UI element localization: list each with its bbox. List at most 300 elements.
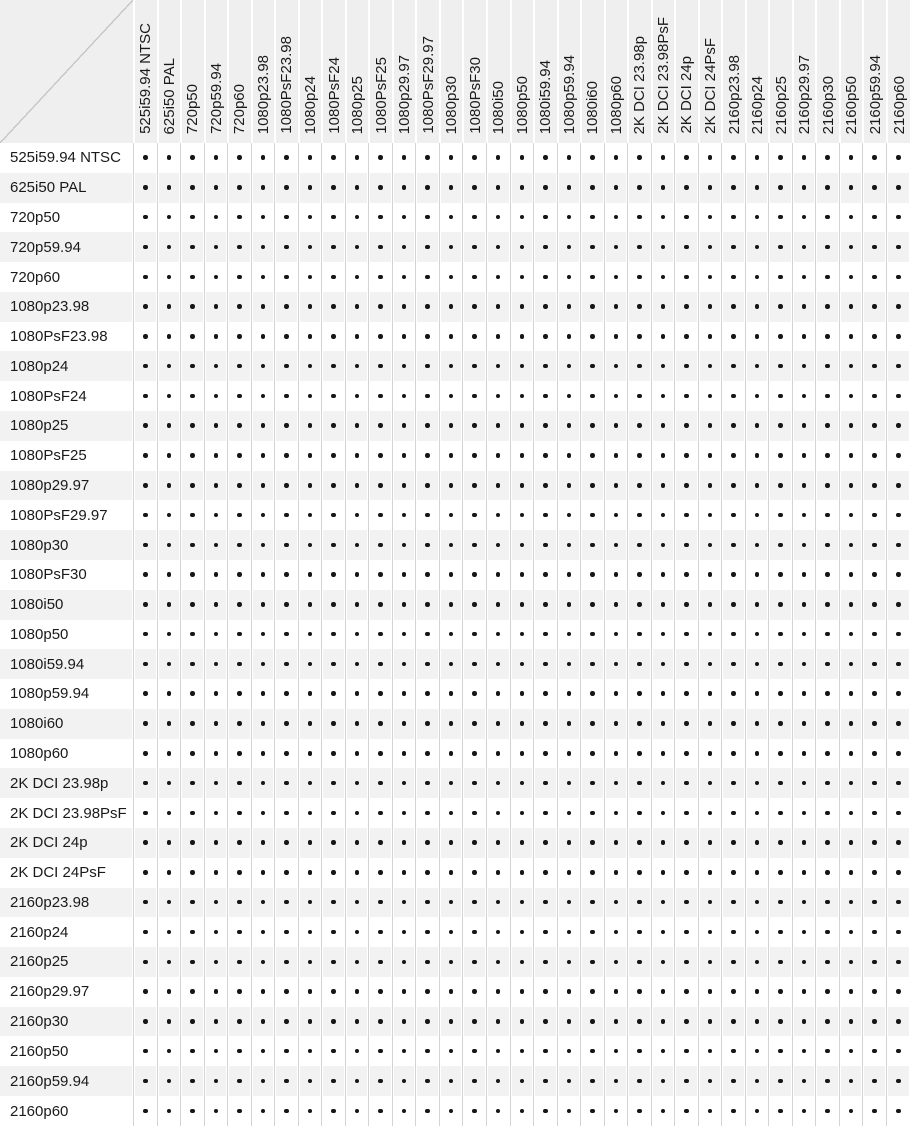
dot-marker-icon bbox=[802, 513, 807, 518]
matrix-cell bbox=[862, 143, 886, 173]
dot-marker-icon bbox=[472, 423, 477, 428]
matrix-cell bbox=[533, 322, 557, 352]
matrix-cell bbox=[651, 977, 675, 1007]
dot-marker-icon bbox=[708, 543, 713, 548]
matrix-cell bbox=[204, 232, 228, 262]
matrix-cell bbox=[862, 381, 886, 411]
dot-marker-icon bbox=[143, 960, 148, 965]
dot-marker-icon bbox=[284, 543, 289, 548]
matrix-cell bbox=[792, 322, 816, 352]
dot-marker-icon bbox=[543, 602, 548, 607]
dot-marker-icon bbox=[567, 632, 572, 637]
dot-marker-icon bbox=[261, 1049, 266, 1054]
matrix-cell bbox=[227, 739, 251, 769]
matrix-cell bbox=[557, 1096, 581, 1126]
matrix-cell bbox=[580, 232, 604, 262]
matrix-cell bbox=[321, 560, 345, 590]
dot-marker-icon bbox=[896, 275, 901, 280]
matrix-cell bbox=[274, 530, 298, 560]
dot-marker-icon bbox=[731, 364, 736, 369]
dot-marker-icon bbox=[520, 691, 525, 696]
dot-marker-icon bbox=[308, 245, 313, 250]
dot-marker-icon bbox=[167, 543, 172, 548]
matrix-cell bbox=[157, 1066, 181, 1096]
matrix-cell bbox=[627, 888, 651, 918]
matrix-cell bbox=[415, 739, 439, 769]
matrix-cell bbox=[557, 828, 581, 858]
matrix-cell bbox=[274, 292, 298, 322]
matrix-cell bbox=[721, 262, 745, 292]
matrix-cell bbox=[627, 858, 651, 888]
matrix-cell bbox=[298, 679, 322, 709]
matrix-cell bbox=[462, 292, 486, 322]
dot-marker-icon bbox=[590, 1109, 595, 1114]
matrix-cell bbox=[651, 500, 675, 530]
dot-marker-icon bbox=[261, 483, 266, 488]
dot-marker-icon bbox=[143, 870, 148, 875]
matrix-cell bbox=[698, 381, 722, 411]
dot-marker-icon bbox=[755, 155, 760, 160]
dot-marker-icon bbox=[261, 691, 266, 696]
matrix-cell bbox=[627, 500, 651, 530]
matrix-cell bbox=[133, 500, 157, 530]
dot-marker-icon bbox=[896, 781, 901, 786]
matrix-cell bbox=[133, 173, 157, 203]
column-header-label: 1080p23.98 bbox=[254, 54, 272, 134]
matrix-cell bbox=[392, 262, 416, 292]
matrix-cell bbox=[368, 143, 392, 173]
dot-marker-icon bbox=[378, 1049, 383, 1054]
matrix-cell bbox=[698, 143, 722, 173]
dot-marker-icon bbox=[849, 304, 854, 309]
dot-marker-icon bbox=[825, 364, 830, 369]
matrix-cell bbox=[486, 1096, 510, 1126]
dot-marker-icon bbox=[284, 215, 289, 220]
matrix-cell bbox=[815, 262, 839, 292]
dot-marker-icon bbox=[284, 840, 289, 845]
matrix-cell bbox=[651, 1036, 675, 1066]
matrix-cell bbox=[298, 173, 322, 203]
dot-marker-icon bbox=[802, 1019, 807, 1024]
matrix-cell bbox=[510, 381, 534, 411]
dot-marker-icon bbox=[237, 840, 242, 845]
dot-marker-icon bbox=[331, 334, 336, 339]
matrix-cell bbox=[698, 590, 722, 620]
column-header bbox=[580, 0, 604, 143]
matrix-cell bbox=[815, 173, 839, 203]
dot-marker-icon bbox=[214, 483, 219, 488]
matrix-cell bbox=[674, 530, 698, 560]
matrix-cell bbox=[227, 381, 251, 411]
dot-marker-icon bbox=[614, 1079, 619, 1084]
dot-marker-icon bbox=[496, 423, 501, 428]
dot-marker-icon bbox=[684, 185, 689, 190]
dot-marker-icon bbox=[261, 751, 266, 756]
matrix-cell bbox=[533, 620, 557, 650]
matrix-cell bbox=[674, 381, 698, 411]
matrix-cell bbox=[604, 203, 628, 233]
matrix-cell bbox=[792, 1066, 816, 1096]
matrix-cell bbox=[792, 679, 816, 709]
matrix-cell bbox=[227, 262, 251, 292]
dot-marker-icon bbox=[402, 543, 407, 548]
dot-marker-icon bbox=[590, 572, 595, 577]
matrix-cell bbox=[204, 649, 228, 679]
matrix-cell bbox=[886, 798, 910, 828]
matrix-cell bbox=[486, 768, 510, 798]
matrix-cell bbox=[839, 560, 863, 590]
matrix-cell bbox=[533, 768, 557, 798]
dot-marker-icon bbox=[896, 453, 901, 458]
dot-marker-icon bbox=[896, 900, 901, 905]
dot-marker-icon bbox=[402, 155, 407, 160]
dot-marker-icon bbox=[237, 1019, 242, 1024]
matrix-cell bbox=[745, 917, 769, 947]
matrix-cell bbox=[462, 828, 486, 858]
matrix-cell bbox=[204, 1007, 228, 1037]
dot-marker-icon bbox=[731, 513, 736, 518]
matrix-cell bbox=[510, 947, 534, 977]
dot-marker-icon bbox=[614, 155, 619, 160]
dot-marker-icon bbox=[590, 989, 595, 994]
dot-marker-icon bbox=[237, 543, 242, 548]
matrix-cell bbox=[345, 500, 369, 530]
dot-marker-icon bbox=[802, 423, 807, 428]
dot-marker-icon bbox=[425, 1019, 430, 1024]
matrix-cell bbox=[792, 1096, 816, 1126]
dot-marker-icon bbox=[496, 304, 501, 309]
dot-marker-icon bbox=[355, 572, 360, 577]
dot-marker-icon bbox=[143, 483, 148, 488]
dot-marker-icon bbox=[449, 870, 454, 875]
dot-marker-icon bbox=[520, 1019, 525, 1024]
matrix-cell bbox=[698, 858, 722, 888]
matrix-cell bbox=[368, 977, 392, 1007]
matrix-cell bbox=[133, 262, 157, 292]
dot-marker-icon bbox=[614, 364, 619, 369]
matrix-cell bbox=[133, 322, 157, 352]
matrix-cell bbox=[392, 709, 416, 739]
matrix-cell bbox=[368, 947, 392, 977]
matrix-cell bbox=[251, 173, 275, 203]
row-header-label: 2160p29.97 bbox=[0, 977, 133, 1007]
dot-marker-icon bbox=[190, 185, 195, 190]
dot-marker-icon bbox=[237, 960, 242, 965]
matrix-cell bbox=[557, 471, 581, 501]
matrix-cell bbox=[180, 500, 204, 530]
row-header-label: 1080p29.97 bbox=[0, 471, 133, 501]
matrix-cell bbox=[345, 203, 369, 233]
matrix-cell bbox=[768, 471, 792, 501]
matrix-cell bbox=[886, 500, 910, 530]
dot-marker-icon bbox=[849, 275, 854, 280]
matrix-cell bbox=[415, 620, 439, 650]
matrix-cell bbox=[815, 709, 839, 739]
dot-marker-icon bbox=[167, 751, 172, 756]
matrix-cell bbox=[651, 947, 675, 977]
table-row bbox=[0, 858, 910, 888]
dot-marker-icon bbox=[472, 691, 477, 696]
matrix-cell bbox=[627, 828, 651, 858]
matrix-cell bbox=[321, 381, 345, 411]
matrix-cell bbox=[415, 828, 439, 858]
dot-marker-icon bbox=[567, 394, 572, 399]
dot-marker-icon bbox=[590, 185, 595, 190]
dot-marker-icon bbox=[167, 989, 172, 994]
matrix-cell bbox=[674, 560, 698, 590]
row-header-label: 2160p59.94 bbox=[0, 1066, 133, 1096]
matrix-cell bbox=[251, 351, 275, 381]
matrix-cell bbox=[321, 203, 345, 233]
dot-marker-icon bbox=[520, 930, 525, 935]
matrix-cell bbox=[839, 322, 863, 352]
matrix-cell bbox=[227, 232, 251, 262]
matrix-cell bbox=[227, 143, 251, 173]
dot-marker-icon bbox=[684, 1049, 689, 1054]
dot-marker-icon bbox=[496, 453, 501, 458]
dot-marker-icon bbox=[684, 155, 689, 160]
dot-marker-icon bbox=[190, 245, 195, 250]
matrix-cell bbox=[580, 768, 604, 798]
dot-marker-icon bbox=[496, 1109, 501, 1114]
dot-marker-icon bbox=[684, 334, 689, 339]
dot-marker-icon bbox=[496, 811, 501, 816]
matrix-cell bbox=[745, 739, 769, 769]
matrix-cell bbox=[204, 381, 228, 411]
matrix-cell bbox=[768, 768, 792, 798]
matrix-cell bbox=[604, 590, 628, 620]
matrix-cell bbox=[415, 649, 439, 679]
dot-marker-icon bbox=[567, 930, 572, 935]
matrix-cell bbox=[768, 947, 792, 977]
dot-marker-icon bbox=[143, 364, 148, 369]
matrix-cell bbox=[510, 203, 534, 233]
dot-marker-icon bbox=[872, 275, 877, 280]
matrix-cell bbox=[698, 917, 722, 947]
matrix-cell bbox=[462, 858, 486, 888]
column-header-label: 1080p30 bbox=[443, 75, 461, 134]
matrix-cell bbox=[839, 232, 863, 262]
dot-marker-icon bbox=[708, 691, 713, 696]
row-header-label: 1080p59.94 bbox=[0, 679, 133, 709]
matrix-cell bbox=[557, 381, 581, 411]
matrix-cell bbox=[604, 917, 628, 947]
matrix-cell bbox=[721, 232, 745, 262]
matrix-cell bbox=[345, 1096, 369, 1126]
dot-marker-icon bbox=[472, 513, 477, 518]
dot-marker-icon bbox=[143, 572, 148, 577]
dot-marker-icon bbox=[331, 989, 336, 994]
dot-marker-icon bbox=[237, 394, 242, 399]
matrix-cell bbox=[862, 1036, 886, 1066]
matrix-cell bbox=[227, 560, 251, 590]
matrix-cell bbox=[627, 1007, 651, 1037]
dot-marker-icon bbox=[778, 275, 783, 280]
row-header-label: 2160p23.98 bbox=[0, 888, 133, 918]
dot-marker-icon bbox=[472, 870, 477, 875]
dot-marker-icon bbox=[402, 513, 407, 518]
dot-marker-icon bbox=[778, 423, 783, 428]
matrix-cell bbox=[745, 977, 769, 1007]
dot-marker-icon bbox=[802, 572, 807, 577]
dot-marker-icon bbox=[402, 870, 407, 875]
dot-marker-icon bbox=[590, 840, 595, 845]
dot-marker-icon bbox=[214, 304, 219, 309]
dot-marker-icon bbox=[143, 275, 148, 280]
matrix-cell bbox=[415, 173, 439, 203]
dot-marker-icon bbox=[872, 304, 877, 309]
matrix-cell bbox=[792, 977, 816, 1007]
dot-marker-icon bbox=[143, 840, 148, 845]
matrix-cell bbox=[627, 560, 651, 590]
matrix-cell bbox=[839, 679, 863, 709]
column-header-label: 2160p29.97 bbox=[796, 54, 814, 134]
matrix-cell bbox=[133, 232, 157, 262]
matrix-cell bbox=[792, 441, 816, 471]
dot-marker-icon bbox=[896, 870, 901, 875]
matrix-cell bbox=[486, 351, 510, 381]
matrix-cell bbox=[133, 977, 157, 1007]
dot-marker-icon bbox=[731, 662, 736, 667]
dot-marker-icon bbox=[708, 602, 713, 607]
dot-marker-icon bbox=[708, 304, 713, 309]
matrix-cell bbox=[133, 590, 157, 620]
matrix-cell bbox=[368, 232, 392, 262]
dot-marker-icon bbox=[355, 155, 360, 160]
dot-marker-icon bbox=[355, 215, 360, 220]
row-header-label: 2K DCI 23.98p bbox=[0, 768, 133, 798]
dot-marker-icon bbox=[496, 185, 501, 190]
matrix-cell bbox=[839, 620, 863, 650]
matrix-cell bbox=[768, 1036, 792, 1066]
dot-marker-icon bbox=[590, 334, 595, 339]
matrix-cell bbox=[768, 351, 792, 381]
matrix-cell bbox=[557, 590, 581, 620]
matrix-cell bbox=[157, 530, 181, 560]
column-header bbox=[157, 0, 181, 143]
matrix-cell bbox=[392, 143, 416, 173]
dot-marker-icon bbox=[261, 870, 266, 875]
matrix-cell bbox=[486, 590, 510, 620]
dot-marker-icon bbox=[237, 572, 242, 577]
dot-marker-icon bbox=[355, 1049, 360, 1054]
matrix-cell bbox=[368, 1007, 392, 1037]
dot-marker-icon bbox=[778, 781, 783, 786]
matrix-cell bbox=[745, 888, 769, 918]
dot-marker-icon bbox=[755, 394, 760, 399]
matrix-cell bbox=[839, 500, 863, 530]
dot-marker-icon bbox=[637, 811, 642, 816]
dot-marker-icon bbox=[684, 1079, 689, 1084]
dot-marker-icon bbox=[614, 334, 619, 339]
dot-marker-icon bbox=[778, 483, 783, 488]
matrix-cell bbox=[792, 709, 816, 739]
table-row bbox=[0, 649, 910, 679]
dot-marker-icon bbox=[755, 513, 760, 518]
matrix-cell bbox=[651, 1096, 675, 1126]
matrix-cell bbox=[768, 500, 792, 530]
dot-marker-icon bbox=[614, 602, 619, 607]
matrix-cell bbox=[745, 471, 769, 501]
dot-marker-icon bbox=[308, 900, 313, 905]
dot-marker-icon bbox=[425, 781, 430, 786]
dot-marker-icon bbox=[802, 275, 807, 280]
dot-marker-icon bbox=[167, 453, 172, 458]
table-row bbox=[0, 232, 910, 262]
dot-marker-icon bbox=[661, 721, 666, 726]
dot-marker-icon bbox=[614, 870, 619, 875]
dot-marker-icon bbox=[802, 721, 807, 726]
column-header-label: 1080p24 bbox=[301, 75, 319, 134]
dot-marker-icon bbox=[637, 215, 642, 220]
matrix-cell bbox=[792, 1036, 816, 1066]
matrix-cell bbox=[768, 620, 792, 650]
dot-marker-icon bbox=[190, 453, 195, 458]
dot-marker-icon bbox=[237, 275, 242, 280]
matrix-cell bbox=[768, 858, 792, 888]
dot-marker-icon bbox=[143, 453, 148, 458]
dot-marker-icon bbox=[378, 811, 383, 816]
matrix-cell bbox=[580, 500, 604, 530]
matrix-cell bbox=[439, 232, 463, 262]
matrix-cell bbox=[251, 679, 275, 709]
matrix-cell bbox=[721, 947, 745, 977]
matrix-cell bbox=[674, 977, 698, 1007]
matrix-cell bbox=[815, 888, 839, 918]
matrix-cell bbox=[298, 232, 322, 262]
dot-marker-icon bbox=[402, 721, 407, 726]
dot-marker-icon bbox=[708, 394, 713, 399]
matrix-cell bbox=[745, 798, 769, 828]
dot-marker-icon bbox=[308, 543, 313, 548]
dot-marker-icon bbox=[284, 1079, 289, 1084]
dot-marker-icon bbox=[214, 513, 219, 518]
matrix-cell bbox=[227, 679, 251, 709]
dot-marker-icon bbox=[167, 334, 172, 339]
matrix-cell bbox=[862, 322, 886, 352]
dot-marker-icon bbox=[402, 632, 407, 637]
matrix-cell bbox=[157, 232, 181, 262]
dot-marker-icon bbox=[637, 781, 642, 786]
dot-marker-icon bbox=[331, 721, 336, 726]
dot-marker-icon bbox=[143, 811, 148, 816]
dot-marker-icon bbox=[755, 1019, 760, 1024]
matrix-cell bbox=[510, 590, 534, 620]
matrix-cell bbox=[251, 739, 275, 769]
dot-marker-icon bbox=[825, 275, 830, 280]
dot-marker-icon bbox=[802, 1049, 807, 1054]
matrix-cell bbox=[392, 858, 416, 888]
matrix-cell bbox=[627, 590, 651, 620]
matrix-cell bbox=[557, 739, 581, 769]
dot-marker-icon bbox=[496, 1079, 501, 1084]
matrix-cell bbox=[604, 977, 628, 1007]
dot-marker-icon bbox=[614, 840, 619, 845]
dot-marker-icon bbox=[778, 394, 783, 399]
dot-marker-icon bbox=[261, 602, 266, 607]
dot-marker-icon bbox=[214, 840, 219, 845]
matrix-cell bbox=[180, 1036, 204, 1066]
matrix-cell bbox=[227, 977, 251, 1007]
matrix-cell bbox=[886, 232, 910, 262]
dot-marker-icon bbox=[731, 602, 736, 607]
dot-marker-icon bbox=[872, 394, 877, 399]
matrix-cell bbox=[580, 828, 604, 858]
dot-marker-icon bbox=[190, 275, 195, 280]
row-header-label: 525i59.94 NTSC bbox=[0, 143, 133, 173]
matrix-cell bbox=[627, 620, 651, 650]
dot-marker-icon bbox=[755, 572, 760, 577]
